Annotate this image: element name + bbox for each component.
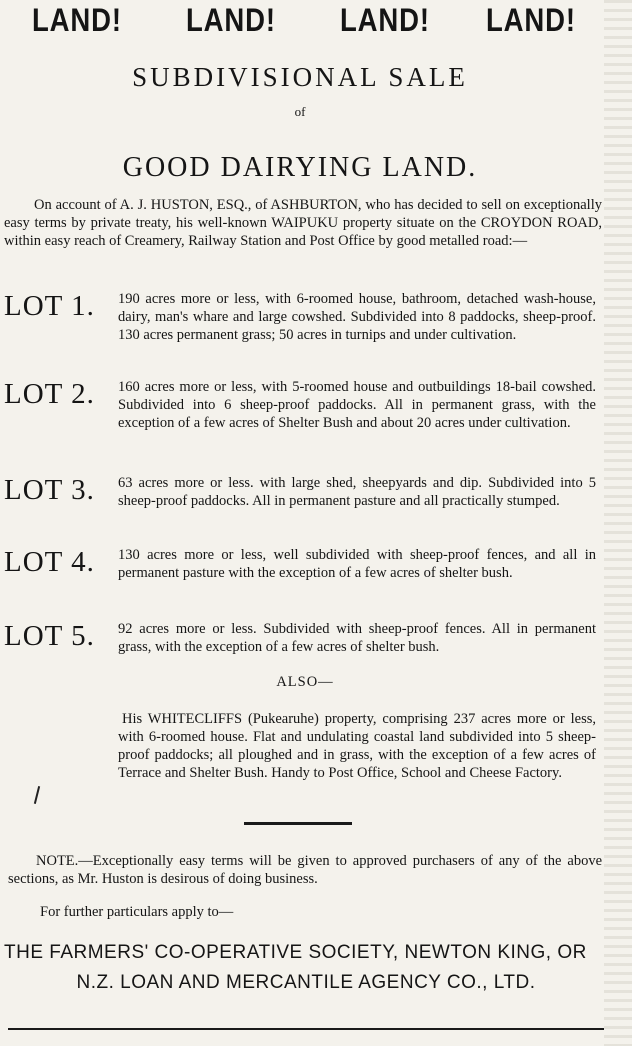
headline-word: LAND! [186, 2, 276, 38]
sale-title: SUBDIVISIONAL SALE [132, 62, 468, 92]
headline [0, 2, 632, 42]
also-heading: ALSO— [276, 674, 334, 690]
headline-word: LAND! [486, 2, 576, 38]
land-title: GOOD DAIRYING LAND. [122, 152, 478, 183]
whitecliffs-paragraph: His WHITECLIFFS (Pukearuhe) property, comprising 237 acres more or less, with 6-roomed house. Flat and undulating coastal land subdivided into 5 sheep-proof paddocks; all ploughed and in grass, with the exception of a few acres of Terrace and Shelter Bush. Handy to Post Office, School and Cheese Factory. [118, 711, 596, 781]
short-divider [244, 822, 352, 825]
lot-label: LOT 3. [4, 474, 95, 506]
headline-word: LAND! [32, 2, 122, 38]
agent-line-1: THE FARMERS' CO-OPERATIVE SOCIETY, NEWTON KING, OR [4, 942, 587, 963]
intro-paragraph: On account of A. J. HUSTON, ESQ., of ASHBURTON, who has decided to sell on exceptionally easy terms by private treaty, his well-known WAIPUKU property situate on the CROYDON ROAD, within easy reach of Creamery, Railway Station and Post Office by good metalled road:— [4, 197, 602, 249]
lot-description: 190 acres more or less, with 6-roomed house, bathroom, detached wash-house, dairy, man's whare and large cowshed. Subdivided into 8 paddocks, sheep-proof. 130 acres permanent grass; 50 acres in turnips and under cultivation. [118, 291, 596, 343]
lot-label: LOT 5. [4, 620, 95, 652]
lot-description: 160 acres more or less, with 5-roomed house and outbuildings 18-bail cowshed. Subdivided into 6 sheep-proof paddocks. All in permanent grass, with the exception of a few acres of Shelter Bush and about 20 acres under cultivation. [118, 379, 596, 431]
lot-description: 92 acres more or less. Subdivided with sheep-proof fences. All in permanent grass, with the exception of a few acres of shelter bush. [118, 621, 596, 655]
print-mark [34, 786, 40, 804]
lot-description: 63 acres more or less. with large shed, sheepyards and dip. Subdivided into 5 sheep-proof paddocks. All in permanent pasture and all practically stumped. [118, 475, 596, 509]
headline-word: LAND! [340, 2, 430, 38]
lot-label: LOT 1. [4, 290, 95, 322]
lot-label: LOT 2. [4, 378, 95, 410]
note-paragraph: NOTE.—Exceptionally easy terms will be given to approved purchasers of any of the above sections, as Mr. Huston is desirous of doing business. [8, 853, 602, 887]
agent-line-2: N.Z. LOAN AND MERCANTILE AGENCY CO., LTD. [76, 972, 536, 993]
apply-line: For further particulars apply to— [40, 904, 234, 920]
scan-noise-edge [604, 0, 632, 1046]
bottom-divider [8, 1028, 604, 1030]
lot-label: LOT 4. [4, 546, 95, 578]
title-of: of [294, 104, 306, 119]
lot-description: 130 acres more or less, well subdivided with sheep-proof fences, and all in permanent pasture with the exception of a few acres of shelter bush. [118, 547, 596, 581]
